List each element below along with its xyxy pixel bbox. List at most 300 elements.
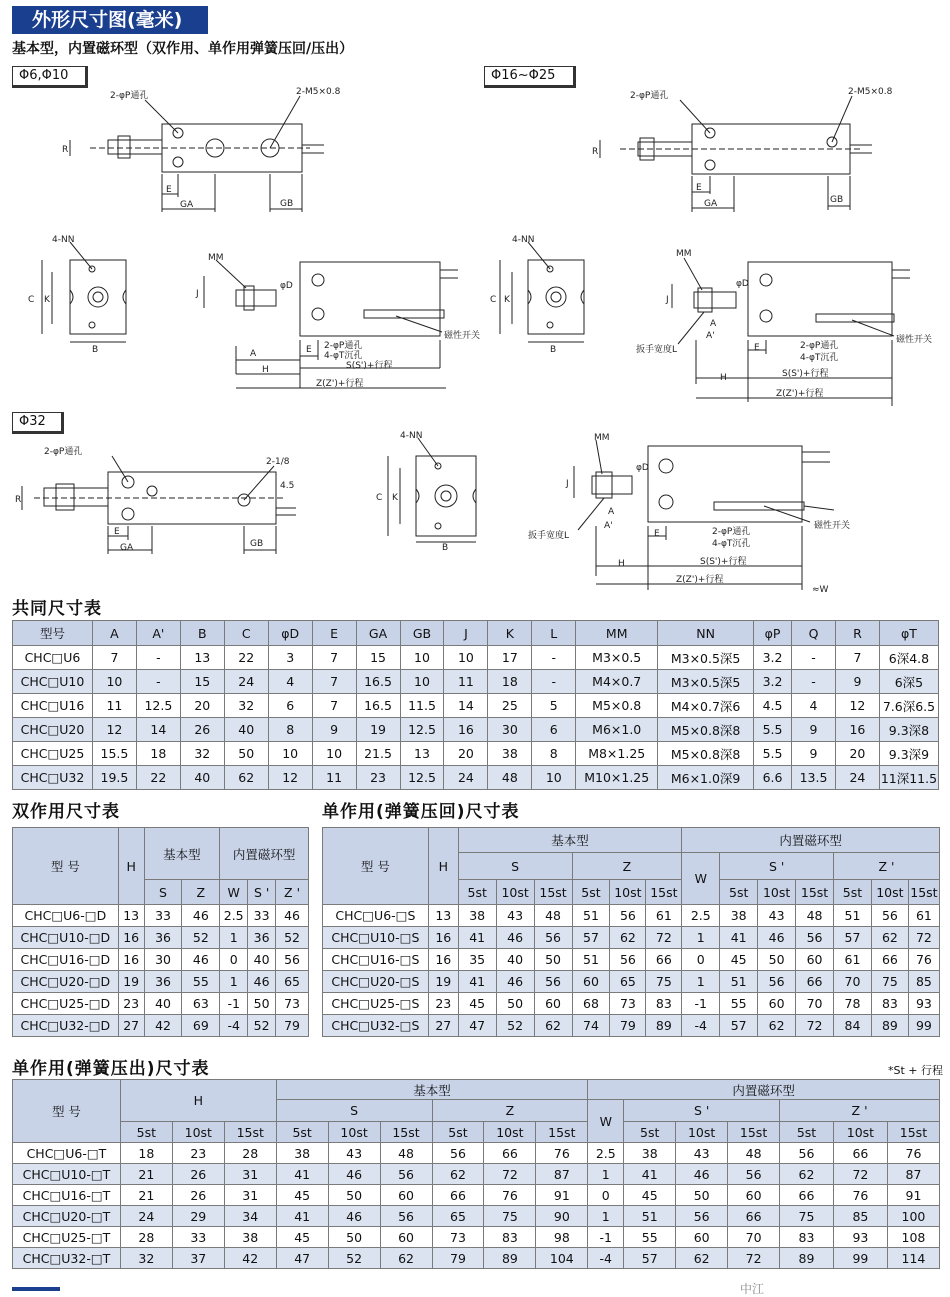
- table-cell: 60: [572, 971, 610, 993]
- table-row: [323, 1015, 940, 1037]
- table-cell: 89: [646, 1015, 682, 1037]
- label-a-prime-2: A': [604, 521, 613, 531]
- table-cell: 14: [444, 694, 488, 718]
- stroke-header: 5st: [624, 1122, 676, 1143]
- table-cell: 50: [328, 1227, 380, 1248]
- table-cell: -: [532, 646, 576, 670]
- table-cell: 16.5: [356, 670, 400, 694]
- table-cell: 65: [432, 1206, 484, 1227]
- table-cell: 50: [328, 1185, 380, 1206]
- table-cell: CHC□U10-□T: [13, 1164, 121, 1185]
- table-cell: 33: [248, 905, 276, 927]
- stroke-header: 10st: [484, 1122, 536, 1143]
- table-row: [13, 949, 309, 971]
- stroke-header: 10st: [610, 880, 646, 905]
- table-cell: 37: [172, 1248, 224, 1269]
- footer-text: 中江: [740, 1282, 765, 1296]
- table-cell: 4.5: [754, 694, 792, 718]
- table-cell: 55: [182, 971, 220, 993]
- table-cell: CHC□U10-□D: [13, 927, 119, 949]
- table-cell: 17: [488, 646, 532, 670]
- label-k-1: K: [44, 295, 50, 305]
- table-cell: 35: [458, 949, 496, 971]
- table-row: [13, 742, 939, 766]
- table-cell: 52: [496, 1015, 534, 1037]
- table-cell: 48: [796, 905, 834, 927]
- table-cell: 90: [536, 1206, 588, 1227]
- table-cell: 62: [534, 1015, 572, 1037]
- label-z-stroke-2: Z(Z')+行程: [776, 389, 824, 399]
- label-e-2: E: [696, 183, 702, 193]
- table-cell: 52: [276, 927, 309, 949]
- table-row: [13, 1248, 940, 1269]
- table-cell: 12.5: [136, 694, 180, 718]
- table-cell: 18: [136, 742, 180, 766]
- table-cell: 25: [488, 694, 532, 718]
- label-p-through-6: 2-φP通孔: [712, 527, 751, 537]
- table-cell: -4: [220, 1015, 248, 1037]
- table-cell: 9: [312, 718, 356, 742]
- label-p-through-1: 2-φP通孔: [110, 91, 149, 101]
- label-s-stroke-3: S(S')+行程: [700, 557, 747, 567]
- table-row: [323, 905, 940, 927]
- table-cell: 12: [268, 766, 312, 790]
- label-c-3: C: [376, 493, 383, 503]
- label-e-4: E: [754, 343, 760, 353]
- table-cell: 70: [834, 971, 872, 993]
- common-header-cell: A: [92, 621, 136, 646]
- label-k-3: K: [392, 493, 398, 503]
- table-cell: 41: [276, 1164, 328, 1185]
- table-cell: 73: [432, 1227, 484, 1248]
- table-cell: 72: [796, 1015, 834, 1037]
- table-row: [13, 670, 939, 694]
- label-p-through-3: 2-φP通孔: [324, 341, 363, 351]
- stroke-header: 5st: [458, 880, 496, 905]
- stroke-header: 15st: [908, 880, 939, 905]
- table-cell: 60: [728, 1185, 780, 1206]
- table-cell: 16: [444, 718, 488, 742]
- table-cell: 9: [835, 670, 879, 694]
- table-cell: 2.5: [220, 905, 248, 927]
- table-cell: 26: [172, 1185, 224, 1206]
- table-cell: 56: [380, 1206, 432, 1227]
- table-cell: M3×0.5深5: [658, 646, 754, 670]
- table-cell: -: [792, 646, 836, 670]
- table-cell: 10: [312, 742, 356, 766]
- table-cell: 62: [432, 1164, 484, 1185]
- label-phid-3: φD: [636, 463, 649, 473]
- table-row: [13, 905, 309, 927]
- sp-head-magnet: 内置磁环型: [588, 1080, 940, 1100]
- table-cell: 85: [908, 971, 939, 993]
- table-cell: 89: [871, 1015, 908, 1037]
- page-title: 外形尺寸图(毫米): [12, 6, 208, 34]
- table-cell: M5×0.8深8: [658, 718, 754, 742]
- table-cell: 43: [676, 1143, 728, 1164]
- table-cell: 60: [380, 1185, 432, 1206]
- table-cell: 46: [328, 1206, 380, 1227]
- double-head-basic: 基本型: [144, 828, 220, 880]
- table-cell: 45: [276, 1227, 328, 1248]
- table-cell: 62: [676, 1248, 728, 1269]
- table-row: [323, 971, 940, 993]
- table-cell: 108: [887, 1227, 939, 1248]
- table-cell: 52: [248, 1015, 276, 1037]
- table-cell: 61: [834, 949, 872, 971]
- table-cell: 74: [572, 1015, 610, 1037]
- sr-head-basic: 基本型: [458, 828, 682, 853]
- table-cell: 76: [484, 1185, 536, 1206]
- double-head-model: 型 号: [13, 828, 119, 905]
- table-cell: 62: [380, 1248, 432, 1269]
- label-a-3: A: [608, 507, 615, 517]
- table-cell: 13: [180, 646, 224, 670]
- double-head-s: S: [144, 880, 182, 905]
- table-cell: 11: [444, 670, 488, 694]
- table-cell: M10×1.25: [576, 766, 658, 790]
- label-m5-1: 2-M5×0.8: [296, 87, 341, 97]
- table-cell: 38: [276, 1143, 328, 1164]
- table-cell: 33: [172, 1227, 224, 1248]
- table-cell: 56: [534, 971, 572, 993]
- table-cell: 40: [496, 949, 534, 971]
- table-cell: 48: [488, 766, 532, 790]
- label-k-2: K: [504, 295, 510, 305]
- table-cell: 56: [871, 905, 908, 927]
- label-t-counter-1: 4-φT沉孔: [324, 351, 363, 361]
- double-head-magnet: 内置磁环型: [220, 828, 309, 880]
- label-e-3: E: [306, 345, 312, 355]
- label-dim45: 4.5: [280, 481, 295, 491]
- table-cell: -4: [588, 1248, 624, 1269]
- table-cell: 19: [118, 971, 144, 993]
- label-c-1: C: [28, 295, 35, 305]
- table-cell: 46: [248, 971, 276, 993]
- table-cell: 45: [624, 1185, 676, 1206]
- table-cell: 72: [833, 1164, 887, 1185]
- common-header-cell: 型号: [13, 621, 93, 646]
- table-cell: 5: [532, 694, 576, 718]
- table-cell: 20: [835, 742, 879, 766]
- table-cell: 13.5: [792, 766, 836, 790]
- double-head-z2: Z ': [276, 880, 309, 905]
- label-mm-1: MM: [208, 253, 224, 263]
- label-r-2: R: [592, 147, 599, 157]
- table-cell: 50: [676, 1185, 728, 1206]
- label-phid-2: φD: [736, 279, 749, 289]
- table-cell: 10: [92, 670, 136, 694]
- table-cell: 2.5: [682, 905, 720, 927]
- table-cell: 56: [432, 1143, 484, 1164]
- stroke-header: 15st: [646, 880, 682, 905]
- table-cell: 3.2: [754, 670, 792, 694]
- table-cell: 1: [588, 1206, 624, 1227]
- drawing-phi6-end: [22, 232, 142, 356]
- table-cell: 93: [908, 993, 939, 1015]
- double-head-h: H: [118, 828, 144, 905]
- table-cell: 45: [720, 949, 758, 971]
- label-wrench-2: 扳手宽度L: [528, 531, 570, 541]
- table-cell: 24: [835, 766, 879, 790]
- table-cell: 16: [118, 927, 144, 949]
- table-cell: 61: [908, 905, 939, 927]
- table-cell: 69: [182, 1015, 220, 1037]
- table-cell: 57: [572, 927, 610, 949]
- table-cell: 27: [428, 1015, 458, 1037]
- common-header-cell: R: [835, 621, 879, 646]
- table-cell: 63: [182, 993, 220, 1015]
- table-cell: 56: [534, 927, 572, 949]
- table-row: [13, 718, 939, 742]
- drawing-phi32-side: [524, 430, 858, 600]
- single-push-table: [12, 1079, 940, 1269]
- label-mm-3: MM: [594, 433, 610, 443]
- table-cell: 28: [120, 1227, 172, 1248]
- table-cell: 7: [835, 646, 879, 670]
- stroke-header: 5st: [780, 1122, 834, 1143]
- common-header-cell: E: [312, 621, 356, 646]
- label-s-stroke-1: S(S')+行程: [346, 361, 393, 371]
- table-cell: 38: [458, 905, 496, 927]
- table-cell: 16: [428, 927, 458, 949]
- table-cell: CHC□U6-□T: [13, 1143, 121, 1164]
- table-cell: CHC□U16: [13, 694, 93, 718]
- table-cell: 12.5: [400, 766, 444, 790]
- table-cell: M8×1.25: [576, 742, 658, 766]
- table-cell: -: [136, 646, 180, 670]
- table-cell: 78: [834, 993, 872, 1015]
- table-cell: 24: [120, 1206, 172, 1227]
- table-cell: 100: [887, 1206, 939, 1227]
- table-cell: 45: [458, 993, 496, 1015]
- table-cell: M3×0.5: [576, 646, 658, 670]
- table-cell: 50: [248, 993, 276, 1015]
- double-head-s2: S ': [248, 880, 276, 905]
- drawing-phi16-end: [488, 232, 598, 356]
- table-cell: -1: [220, 993, 248, 1015]
- table-cell: 47: [276, 1248, 328, 1269]
- table-row: [13, 766, 939, 790]
- table-cell: 16: [428, 949, 458, 971]
- label-e-6: E: [654, 529, 660, 539]
- label-h-1: H: [262, 365, 269, 375]
- double-head-w: W: [220, 880, 248, 905]
- stroke-header: 10st: [833, 1122, 887, 1143]
- table-cell: 56: [796, 927, 834, 949]
- table-cell: 31: [224, 1185, 276, 1206]
- table-cell: 43: [758, 905, 796, 927]
- table-cell: 50: [224, 742, 268, 766]
- table-cell: 11.5: [400, 694, 444, 718]
- table-cell: 46: [496, 971, 534, 993]
- stroke-header: 15st: [534, 880, 572, 905]
- table-cell: 26: [180, 718, 224, 742]
- table-row: [323, 949, 940, 971]
- table-cell: 46: [182, 905, 220, 927]
- table-cell: 76: [536, 1143, 588, 1164]
- table-cell: 87: [887, 1164, 939, 1185]
- label-gb-1: GB: [280, 199, 294, 209]
- table-cell: 75: [646, 971, 682, 993]
- table-cell: 50: [758, 949, 796, 971]
- table-cell: CHC□U32-□D: [13, 1015, 119, 1037]
- table-cell: 76: [908, 949, 939, 971]
- table-cell: 93: [833, 1227, 887, 1248]
- table-cell: 10: [444, 646, 488, 670]
- table-cell: 56: [758, 971, 796, 993]
- table-cell: 48: [728, 1143, 780, 1164]
- table-cell: 66: [780, 1185, 834, 1206]
- table-cell: 16.5: [356, 694, 400, 718]
- table-cell: 72: [484, 1164, 536, 1185]
- table-cell: 18: [120, 1143, 172, 1164]
- table-cell: 51: [834, 905, 872, 927]
- single-return-table: [322, 827, 940, 1037]
- table-cell: 66: [432, 1185, 484, 1206]
- table-cell: CHC□U10-□S: [323, 927, 429, 949]
- common-header-cell: J: [444, 621, 488, 646]
- table-cell: CHC□U25-□D: [13, 993, 119, 1015]
- common-header-cell: φT: [879, 621, 938, 646]
- table-cell: 40: [144, 993, 182, 1015]
- table-cell: 40: [248, 949, 276, 971]
- sr-head-model: 型 号: [323, 828, 429, 905]
- label-p-through-2: 2-φP通孔: [630, 91, 669, 101]
- label-phid-1: φD: [280, 281, 293, 291]
- common-header-cell: A': [136, 621, 180, 646]
- table-cell: -4: [682, 1015, 720, 1037]
- table-cell: 56: [780, 1143, 834, 1164]
- stroke-header: 5st: [720, 880, 758, 905]
- table-cell: 76: [833, 1185, 887, 1206]
- table-cell: 52: [182, 927, 220, 949]
- sr-head-h: H: [428, 828, 458, 905]
- label-nn-3: 4-NN: [400, 431, 423, 441]
- table-cell: 89: [780, 1248, 834, 1269]
- label-h-3: H: [618, 559, 625, 569]
- table-cell: 36: [144, 971, 182, 993]
- table-cell: 85: [833, 1206, 887, 1227]
- table-cell: 76: [887, 1143, 939, 1164]
- table-cell: 23: [428, 993, 458, 1015]
- table-cell: 12: [92, 718, 136, 742]
- label-p-through-4: 2-φP通孔: [800, 341, 839, 351]
- drawing-phi6-top: [60, 82, 340, 217]
- table-cell: 66: [646, 949, 682, 971]
- table-cell: CHC□U25-□T: [13, 1227, 121, 1248]
- table-cell: CHC□U16-□D: [13, 949, 119, 971]
- sr-head-s2: S ': [720, 853, 834, 880]
- table-cell: 61: [646, 905, 682, 927]
- table-cell: 11深11.5: [879, 766, 938, 790]
- label-b-3: B: [442, 543, 449, 553]
- table-cell: 40: [224, 718, 268, 742]
- sr-head-s: S: [458, 853, 572, 880]
- table-cell: 21.5: [356, 742, 400, 766]
- label-c-2: C: [490, 295, 497, 305]
- table-cell: 51: [624, 1206, 676, 1227]
- bottom-accent-bar: [12, 1287, 60, 1291]
- table-cell: 56: [728, 1164, 780, 1185]
- table-cell: CHC□U32-□T: [13, 1248, 121, 1269]
- table-cell: 30: [144, 949, 182, 971]
- table-cell: 23: [172, 1143, 224, 1164]
- table-row: [323, 993, 940, 1015]
- stroke-header: 10st: [758, 880, 796, 905]
- size-label-phi32: Φ32: [12, 412, 64, 434]
- table-cell: 46: [328, 1164, 380, 1185]
- label-ga-1: GA: [180, 200, 194, 210]
- size-label-phi16: Φ16~Φ25: [484, 66, 576, 88]
- sp-head-z2: Z ': [780, 1100, 940, 1122]
- table-cell: 33: [144, 905, 182, 927]
- table-cell: 83: [871, 993, 908, 1015]
- double-head-z: Z: [182, 880, 220, 905]
- stroke-header: 5st: [276, 1122, 328, 1143]
- table-cell: 60: [380, 1227, 432, 1248]
- sp-head-s2: S ': [624, 1100, 780, 1122]
- table-cell: M5×0.8深8: [658, 742, 754, 766]
- stroke-header: 15st: [796, 880, 834, 905]
- table-cell: 66: [796, 971, 834, 993]
- table-cell: 16: [118, 949, 144, 971]
- label-t-counter-2: 4-φT沉孔: [800, 353, 839, 363]
- label-a-2: A: [710, 319, 717, 329]
- table-cell: 1: [682, 971, 720, 993]
- table-row: [13, 1143, 940, 1164]
- table-cell: 52: [328, 1248, 380, 1269]
- table-cell: 41: [458, 971, 496, 993]
- common-table-title: 共同尺寸表: [12, 599, 102, 619]
- label-nn-1: 4-NN: [52, 235, 75, 245]
- table-cell: 9.3深9: [879, 742, 938, 766]
- table-row: [13, 1164, 940, 1185]
- table-cell: 20: [444, 742, 488, 766]
- table-cell: 56: [610, 949, 646, 971]
- table-cell: 15: [180, 670, 224, 694]
- table-cell: 45: [276, 1185, 328, 1206]
- stroke-header: 10st: [496, 880, 534, 905]
- table-cell: 7.6深6.5: [879, 694, 938, 718]
- label-s-stroke-2: S(S')+行程: [782, 369, 829, 379]
- table-cell: 62: [224, 766, 268, 790]
- table-cell: 3.2: [754, 646, 792, 670]
- label-a-prime-1: A': [706, 331, 715, 341]
- label-r-3: R: [15, 495, 22, 505]
- sr-head-z2: Z ': [834, 853, 940, 880]
- table-cell: M5×0.8: [576, 694, 658, 718]
- table-cell: 9.3深8: [879, 718, 938, 742]
- stroke-header: 15st: [380, 1122, 432, 1143]
- table-cell: 1: [220, 971, 248, 993]
- table-cell: 41: [720, 927, 758, 949]
- label-e-1: E: [166, 185, 172, 195]
- table-cell: 20: [180, 694, 224, 718]
- label-ga-3: GA: [120, 543, 134, 553]
- table-cell: 3: [268, 646, 312, 670]
- table-cell: 50: [496, 993, 534, 1015]
- table-cell: CHC□U25-□S: [323, 993, 429, 1015]
- table-cell: 99: [908, 1015, 939, 1037]
- table-cell: 34: [224, 1206, 276, 1227]
- stroke-header: 5st: [120, 1122, 172, 1143]
- sp-head-z: Z: [432, 1100, 588, 1122]
- table-cell: 72: [646, 927, 682, 949]
- drawing-phi16-top: [590, 82, 893, 217]
- table-cell: CHC□U20-□S: [323, 971, 429, 993]
- table-row: [13, 1015, 309, 1037]
